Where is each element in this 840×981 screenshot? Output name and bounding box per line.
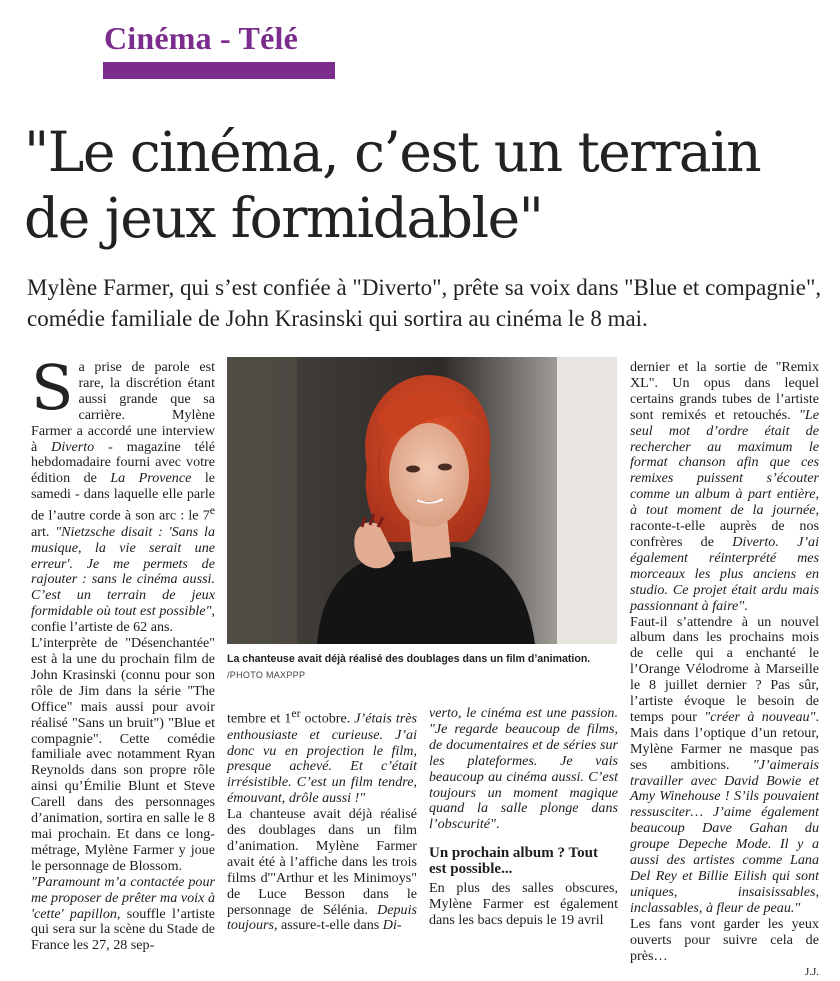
text-run: Depuis toujours, [227, 901, 417, 934]
text-run: octobre. [300, 710, 355, 727]
superscript: er [291, 707, 301, 720]
section-rubric-label: Cinéma - Télé [104, 20, 298, 56]
drop-cap: S [31, 351, 74, 424]
article-headline: "Le cinéma, c’est un terrain de jeux formidable" [24, 120, 761, 250]
text-run: a prise de parole est rare, la discrétion étant aussi grande que sa carrière. Mylène Farmer a accordé une interview à [31, 359, 215, 455]
text-run: le samedi - dans laquelle elle parle de l’autre corde à son arc : le 7 [31, 470, 215, 524]
quote: "Paramount m’a contactée pour me proposer de prêter ma voix à 'cette' papillon, [31, 873, 215, 922]
paragraph: Les fans vont garder les yeux ouverts pour suivre cela de près… [630, 915, 819, 964]
paragraph: En plus des salles obscures, Mylène Farmer est également dans les bacs depuis le 19 avril [429, 880, 618, 929]
quote: "Nietzsche disait : 'Sans la musique, la vie serait une erreur'. Je me permets de rajouter : sans le cinéma aussi. C’est un terrain de jeux formidable où tout est possible" [31, 523, 215, 620]
text-run: . Mais dans l’optique d’un retour, Mylène Farmer ne masque pas ses ambitions. [630, 708, 819, 773]
article-column-3 [429, 706, 618, 929]
quote: Diverto. J’ai également réinterprété mes morceaux les plus anciens en studio. Ce projet était ardu mais passionnant à faire" [630, 533, 819, 614]
paragraph [31, 351, 215, 636]
paragraph [227, 706, 417, 807]
article-photo [227, 357, 617, 644]
text-run: - magazine télé hebdomadaire fourni avec votre édition de [31, 438, 215, 487]
article-lead: Mylène Farmer, qui s’est confiée à "Diverto", prête sa voix dans "Blue et compagnie", comédie familiale de John Krasinski qui sortira au cinéma le 8 mai. [27, 275, 822, 331]
text-run: art. [31, 523, 56, 540]
article-column-4 [630, 360, 819, 981]
text-run: La chanteuse avait déjà réalisé des doublages dans un film d’animation. Mylène Farmer avait été à l’affiche dans les trois films d'"Arthur et les Minimoys" de Luce Besson dans le personnage de Sélénia. [227, 806, 417, 918]
article-column-2 [227, 706, 417, 934]
section-rubric [103, 22, 335, 80]
paragraph [227, 807, 417, 934]
text-run: raconte-t-elle auprès de nos confrères de [630, 518, 819, 550]
text-run: Diverto [51, 438, 95, 455]
text-run: , confie l’artiste de 62 ans. [31, 603, 215, 636]
author-signature: J.J. [804, 966, 819, 979]
photo-credit: /PHOTO MAXPPP [227, 670, 306, 680]
article-column-1 [31, 351, 215, 954]
text-run: . [744, 597, 748, 614]
text-run: tembre et 1 [227, 710, 292, 727]
superscript: e [209, 504, 215, 518]
paragraph: L’interprète de "Désenchantée" est à la une du prochain film de John Krasinski (connu pour son rôle de Jim dans la série "The Office" mais aussi pour avoir réalisé "Sans un bruit") "Blue et compagnie". Cette comédie familiale avec notamment Ryan Reynolds dans son propre rôle ainsi qu’Émilie Blunt et Steve Carell dans des personnages d’animation, sortira en salle le 8 mai prochain. Et dans ce long-métrage, Mylène Farmer y joue le personnage de Blossom. [31, 635, 215, 874]
text-run: Di- [382, 917, 402, 934]
paragraph [630, 615, 819, 917]
text-run: La Provence [110, 470, 192, 487]
section-rubric-bar [103, 62, 335, 79]
paragraph [429, 706, 618, 833]
text-run: souffle l’artiste qui sera sur la scène du Stade de France les 27, 28 sep- [31, 905, 215, 954]
quote: "créer à nouveau" [704, 708, 816, 725]
text-run: . [495, 816, 500, 833]
quote: "J’aimerais travailler avec David Bowie et Amy Winehouse ! S’ils pouvaient ressusciter… J’aime également beaucoup Dave Gahan du groupe Depeche Mode. Il y a aussi des artistes comme Lana Del Rey et Billie Eilish qui sont uniques, insaisissables, inclassables, à fleur de peau." [630, 756, 819, 916]
text-run: dernier et la sortie de "Remix XL". Un opus dans lequel certains grands tubes de l’artiste sont remixés et retouchés. [630, 359, 819, 423]
photo-caption: La chanteuse avait déjà réalisé des doublages dans un film d’animation. [227, 653, 591, 665]
paragraph [31, 875, 215, 955]
text-run: assure-t-elle dans [277, 917, 383, 934]
text-run: Faut-il s’attendre à un nouvel album dans les prochains mois de celle qui a enchanté le l’Orange Vélodrome à Marseille le 8 juillet dernier ? Pas sûr, l’artiste évoque le besoin de temps pour [630, 613, 819, 725]
paragraph [630, 360, 819, 615]
quote: verto, le cinéma est une passion. "Je regarde beaucoup de films, de documentaires et de séries sur les plateformes. Je vais beaucoup au cinéma aussi. C’est toujours un moment magique quand la salle plonge dans l’obscurité" [429, 705, 618, 833]
quote: "Le seul mot d’ordre était de rechercher au maximum le format chanson afin que ces remixes puissent s’écouter comme un album à part entière, à tout moment de la journée, [630, 406, 819, 519]
quote: J’étais très enthousiaste et curieuse. J’ai donc vu en projection le film, presque achevé. Et c’était irrésistible. C’est un film tendre, émouvant, drôle aussi !" [227, 710, 417, 807]
article-subheading: Un prochain album ? Tout est possible... [429, 845, 598, 878]
portrait-illustration [227, 357, 617, 644]
